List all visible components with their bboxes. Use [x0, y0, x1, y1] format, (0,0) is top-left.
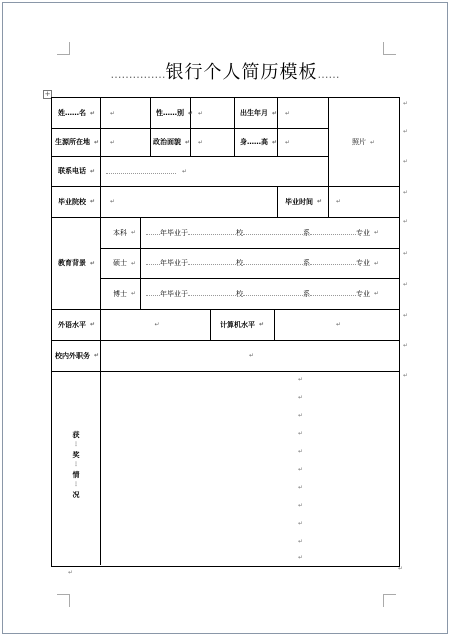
positions-input[interactable]: ↵	[248, 352, 255, 359]
return-mark: ↵	[298, 448, 304, 455]
row-end-mark: ↵	[403, 312, 409, 319]
row-end-mark: ↵	[403, 158, 409, 165]
degree-master-input[interactable]: 年毕业于 校 系 专业 ↵	[140, 248, 399, 278]
title-text: 银行个人简历模板	[165, 62, 318, 83]
return-mark: ↵	[298, 376, 304, 383]
resume-table	[51, 97, 400, 567]
return-mark: ↵	[298, 554, 304, 561]
phone-label: 联系电话 ↵	[58, 167, 96, 175]
degree-doctor-input[interactable]: 年毕业于 校 系 专业 ↵	[140, 278, 399, 309]
political-input[interactable]: ↵	[198, 138, 204, 146]
name-input[interactable]: ↵	[110, 109, 116, 117]
height-label: 身……高 ↵	[240, 138, 278, 146]
return-mark: ↵	[298, 520, 304, 527]
degree-bachelor-label: 本科 ↵	[113, 228, 137, 237]
birth-input[interactable]: ↵	[285, 109, 291, 117]
crop-mark-bottom-right	[383, 594, 396, 607]
hometown-label: 生源所在地 ↵	[55, 138, 100, 146]
school-label: 毕业院校 ↵	[58, 197, 96, 206]
name-label: 姓……名 ↵	[58, 109, 96, 117]
phone-input[interactable]: ↵	[100, 156, 328, 186]
photo-box[interactable]: 照片 ↵	[351, 138, 376, 146]
return-mark: ↵	[298, 466, 304, 473]
education-label: 教育背景 ↵	[58, 259, 96, 267]
degree-doctor-label: 博士 ↵	[113, 289, 137, 298]
return-mark: ↵	[298, 412, 304, 419]
gender-label: 性……别 ↵	[156, 109, 194, 117]
grad-time-input[interactable]: ↵	[336, 198, 342, 205]
title-dots-right: ……	[317, 68, 340, 81]
positions-label: 校内外职务 ↵	[55, 351, 100, 360]
row-end-mark: ↵	[403, 250, 409, 257]
final-paragraph-mark: ↵	[68, 569, 74, 576]
gender-input[interactable]: ↵	[198, 109, 204, 117]
row-end-mark: ↵	[403, 342, 409, 349]
awards-input[interactable]	[100, 371, 399, 565]
crop-mark-top-right	[383, 42, 396, 55]
title-dots-left: ……………	[110, 68, 166, 81]
computer-input[interactable]: ↵	[335, 321, 342, 328]
computer-label: 计算机水平 ↵	[220, 320, 265, 329]
return-mark: ↵	[298, 538, 304, 545]
document-title[interactable]	[0, 58, 450, 84]
awards-label: 获 ⋮ 奖 ⋮ 情 ⋮ 况	[72, 431, 80, 499]
row-end-mark: ↵	[403, 218, 409, 225]
row-end-mark: ↵	[398, 565, 404, 572]
degree-bachelor-input[interactable]: 年毕业于 校 系 专业 ↵	[140, 217, 399, 248]
row-end-mark: ↵	[403, 100, 409, 107]
foreign-lang-label: 外语水平 ↵	[58, 320, 96, 329]
degree-master-label: 硕士 ↵	[113, 259, 137, 267]
row-end-mark: ↵	[403, 189, 409, 196]
row-end-mark: ↵	[403, 128, 409, 135]
return-mark: ↵	[298, 502, 304, 509]
political-label: 政治面貌 ↵	[153, 138, 191, 146]
hometown-input[interactable]: ↵	[110, 138, 116, 146]
height-input[interactable]: ↵	[285, 138, 291, 146]
return-mark: ↵	[298, 484, 304, 491]
crop-mark-top-left	[57, 42, 70, 55]
birth-label: 出生年月 ↵	[240, 109, 278, 117]
row-end-mark: ↵	[403, 281, 409, 288]
return-mark: ↵	[298, 394, 304, 401]
row-end-mark: ↵	[403, 372, 409, 379]
crop-mark-bottom-left	[57, 594, 70, 607]
table-move-handle-icon[interactable]: +	[44, 90, 51, 98]
school-input[interactable]: ↵	[110, 198, 116, 205]
return-mark: ↵	[298, 430, 304, 437]
grad-time-label: 毕业时间 ↵	[285, 197, 323, 206]
foreign-lang-input[interactable]: ↵	[154, 321, 160, 328]
